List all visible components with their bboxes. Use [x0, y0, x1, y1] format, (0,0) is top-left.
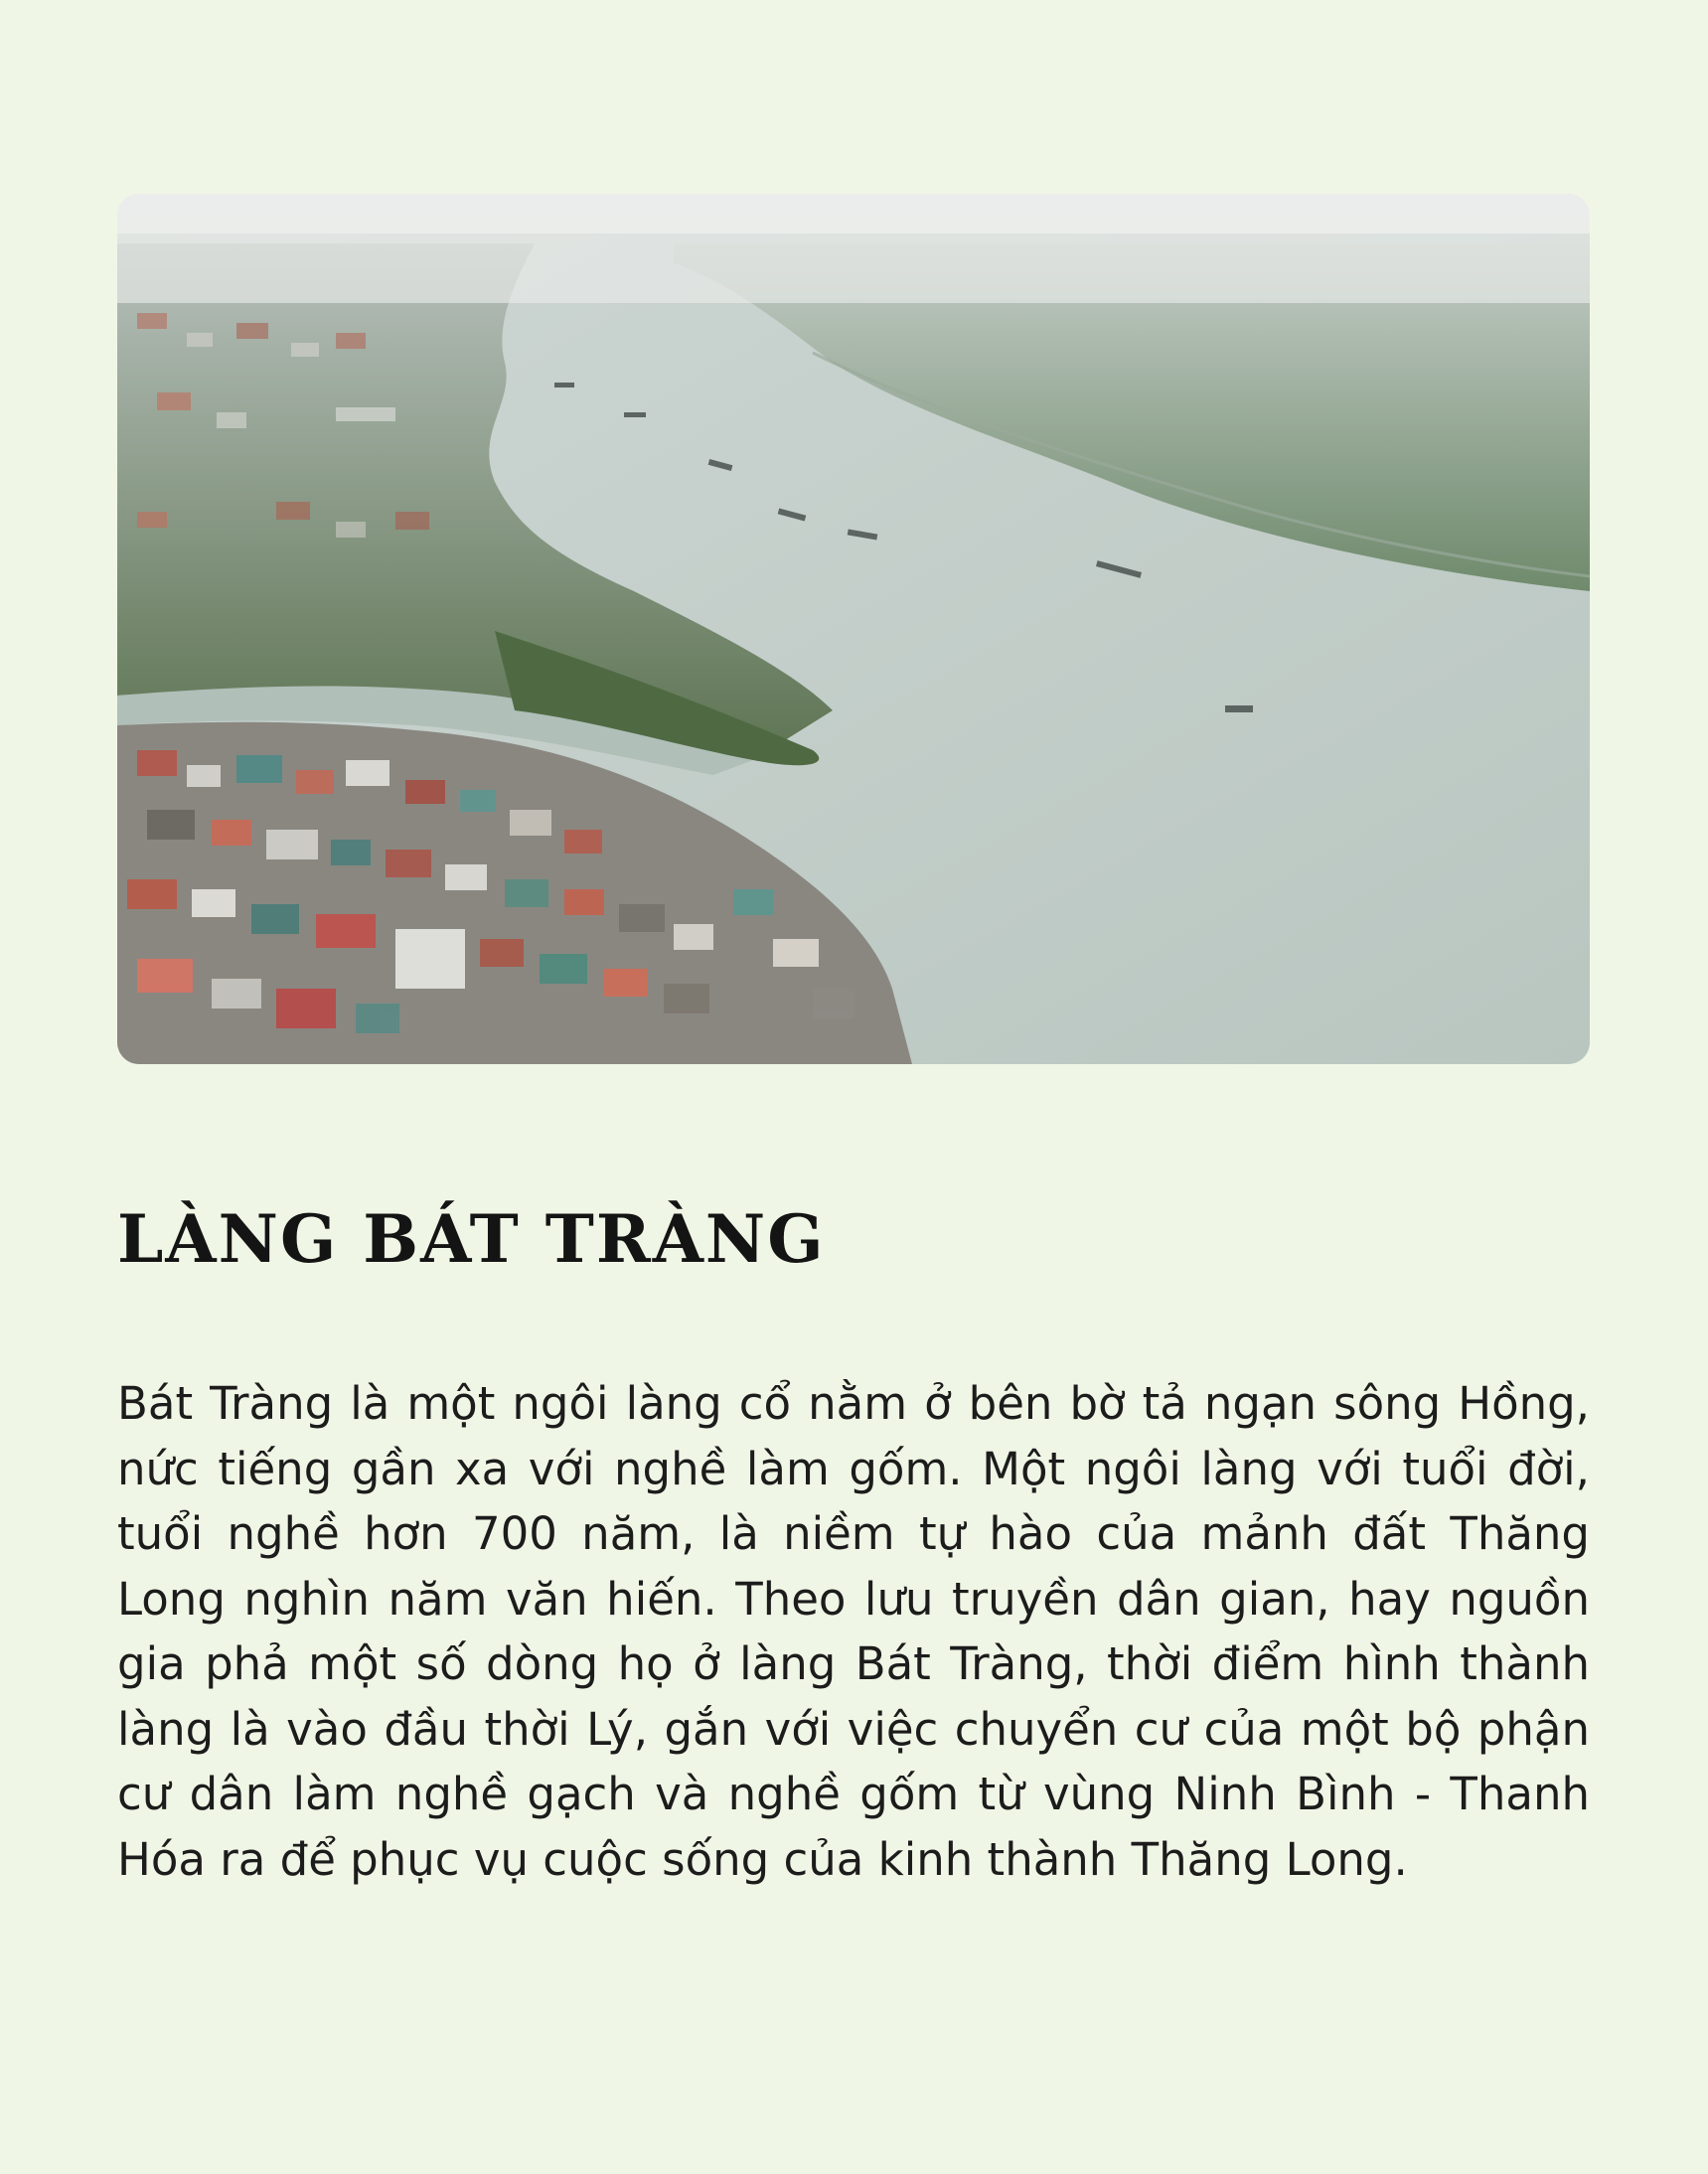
page-title: LÀNG BÁT TRÀNG: [117, 1200, 826, 1278]
aerial-river-photo: [117, 194, 1590, 1064]
article-paragraph: Bát Tràng là một ngôi làng cổ nằm ở bên bờ tả ngạn sông Hồng, nức tiếng gần xa với nghề làm gốm. Một ngôi làng với tuổi đời, tuổi nghề hơn 700 năm, là niềm tự hào của mảnh đất Thăng Long nghìn năm văn hiến. Theo lưu truyền dân gian, hay nguồn gia phả một số dòng họ ở làng Bát Tràng, thời điểm hình thành làng là vào đầu thời Lý, gắn với việc chuyển cư của một bộ phận cư dân làm nghề gạch và nghề gốm từ vùng Ninh Bình - Thanh Hóa ra để phục vụ cuộc sống của kinh thành Thăng Long.: [117, 1377, 1590, 1886]
